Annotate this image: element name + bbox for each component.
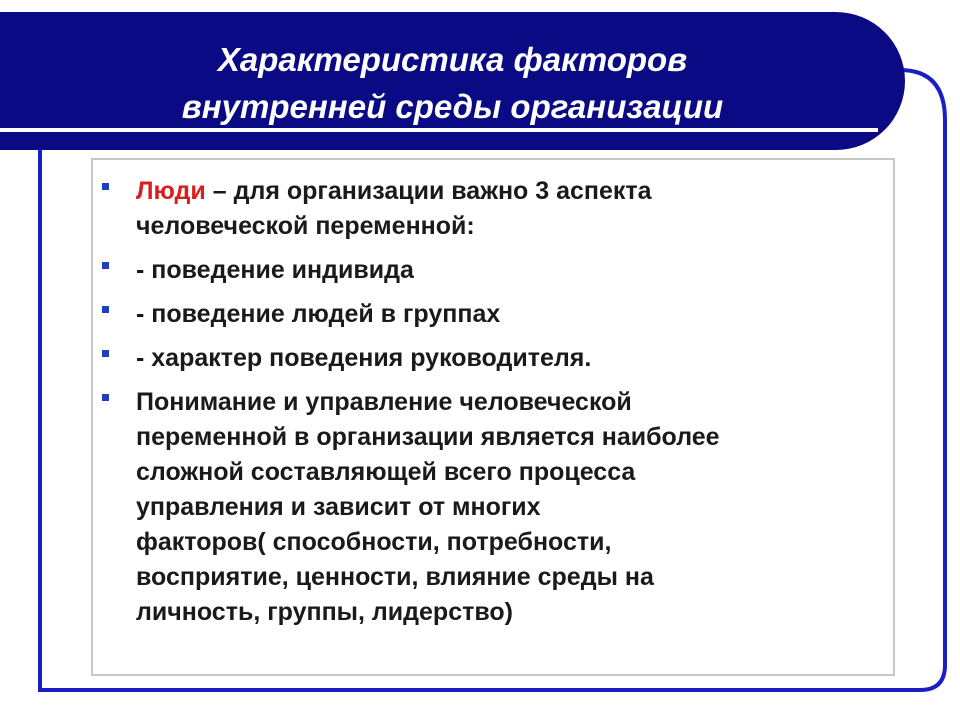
square-bullet-icon bbox=[102, 350, 109, 357]
bullet-line: факторов( способности, потребности, bbox=[136, 528, 612, 556]
bullet-text bbox=[136, 174, 893, 244]
bullet-people bbox=[93, 174, 893, 244]
bullet-line: личность, группы, лидерство) bbox=[136, 598, 513, 626]
bullet-line: Понимание и управление человеческой bbox=[136, 388, 632, 416]
bullet-text: - поведение людей в группах bbox=[136, 300, 501, 328]
bullet-line: переменной в организации является наиболее bbox=[136, 423, 720, 451]
bullet-text: - поведение индивида bbox=[136, 256, 414, 284]
square-bullet-icon bbox=[102, 306, 109, 313]
bullet-leader-behavior bbox=[93, 341, 893, 376]
bullet-line: человеческой переменной: bbox=[136, 212, 475, 240]
bullet-individual-behavior bbox=[93, 253, 893, 288]
bullet-text bbox=[136, 385, 893, 630]
bullet-line: сложной составляющей всего процесса bbox=[136, 458, 636, 486]
square-bullet-icon bbox=[102, 183, 109, 190]
square-bullet-icon bbox=[102, 394, 109, 401]
bullet-line bbox=[136, 174, 893, 209]
bullet-understanding bbox=[93, 385, 893, 630]
bullet-text: - характер поведения руководителя. bbox=[136, 344, 592, 372]
square-bullet-icon bbox=[102, 262, 109, 269]
slide-title-line-1: Характеристика факторов bbox=[217, 41, 688, 78]
bullet-line: восприятие, ценности, влияние среды на bbox=[136, 563, 654, 591]
bullet-group-behavior bbox=[93, 297, 893, 332]
slide-title-line-2: внутренней среды организации bbox=[181, 88, 724, 125]
bullet-line: управления и зависит от многих bbox=[136, 493, 541, 521]
bullet-line-rest: – для организации важно 3 аспекта bbox=[205, 177, 652, 205]
bullet-list bbox=[93, 174, 893, 639]
highlight-term: Люди bbox=[136, 177, 206, 205]
slide-title bbox=[0, 36, 905, 130]
